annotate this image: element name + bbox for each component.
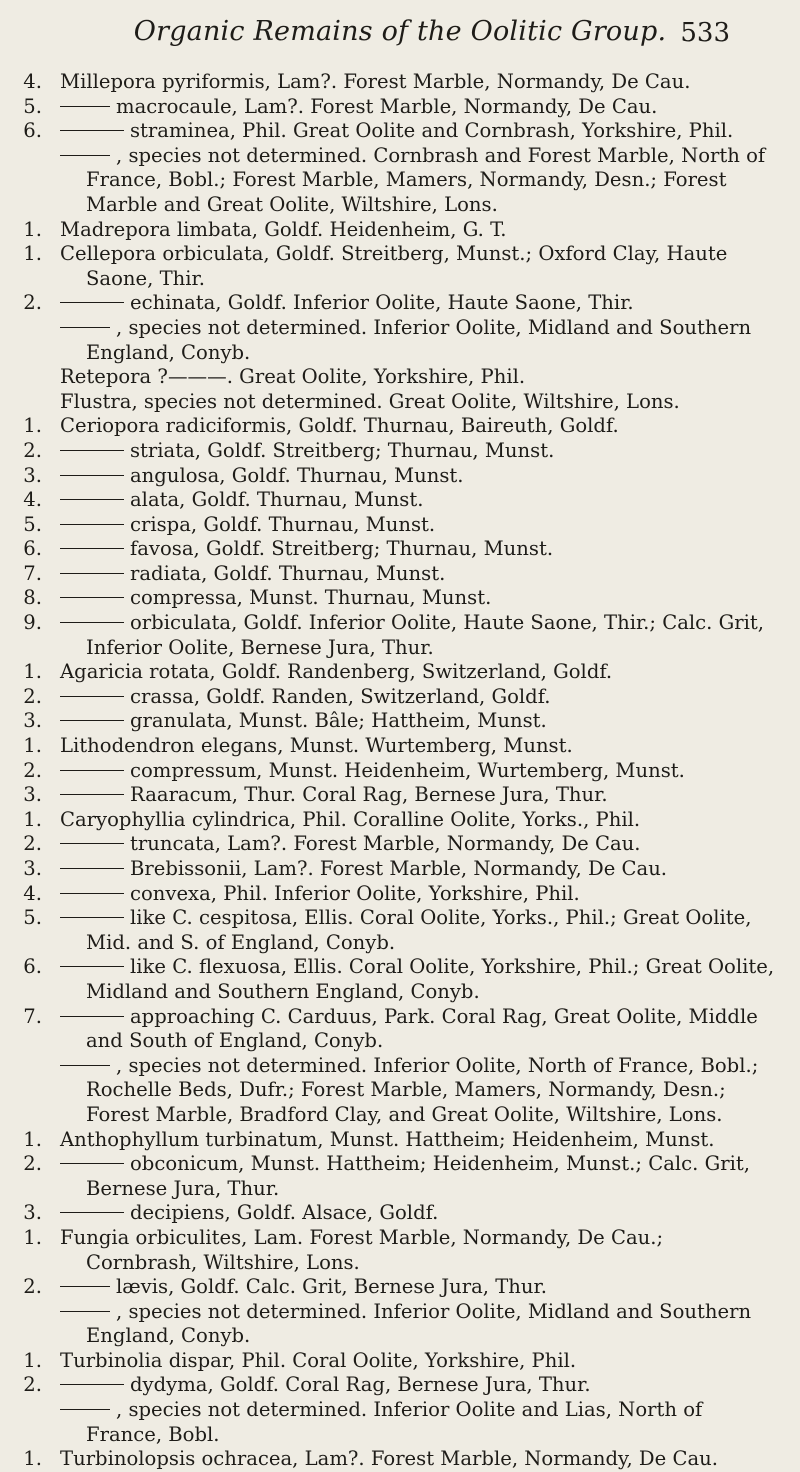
entry-text: , species not determined. Inferior Oolite, Midland and Southern England, Conyb. — [86, 315, 752, 364]
entry-number: 8. — [23, 586, 42, 610]
entry-text-block — [60, 857, 778, 882]
list-item — [0, 316, 800, 365]
list-item — [0, 857, 800, 882]
list-item — [0, 119, 800, 144]
ditto-dash — [60, 106, 110, 107]
entry-text-block — [60, 1300, 778, 1349]
entry-text: orbiculata, Goldf. Inferior Oolite, Haute Saone, Thir.; Calc. Grit, Inferior Oolite, Bernese Jura, Thur. — [86, 611, 764, 659]
list-item — [0, 882, 800, 907]
entry-text-block — [60, 1275, 778, 1300]
list-item — [0, 808, 800, 833]
ditto-dash — [60, 794, 124, 795]
entry-number: 2. — [23, 758, 42, 782]
entry-number: 1. — [23, 1127, 42, 1151]
list-item — [0, 1398, 800, 1447]
entry-text-block — [60, 709, 778, 734]
ditto-dash — [60, 327, 110, 328]
entry-number: 9. — [23, 611, 42, 635]
list-item — [0, 1054, 800, 1128]
entry-number: 2. — [23, 832, 42, 856]
entry-text: truncata, Lam?. Forest Marble, Normandy, De Cau. — [130, 832, 641, 856]
entry-text-block — [60, 1152, 778, 1201]
list-item — [0, 660, 800, 685]
entry-number: 4. — [23, 70, 42, 93]
list-item — [0, 562, 800, 587]
species-list — [0, 70, 800, 1472]
list-item — [0, 1128, 800, 1153]
ditto-dash — [60, 155, 110, 156]
entry-text-block — [60, 70, 778, 95]
ditto-dash — [60, 1016, 124, 1017]
entry-text-block — [60, 1226, 778, 1275]
entry-text-block — [60, 1447, 778, 1472]
entry-text-block — [60, 119, 778, 144]
entry-text-block — [60, 537, 778, 562]
entry-number: 4. — [23, 881, 42, 905]
ditto-dash — [60, 1163, 124, 1164]
entry-text-block — [60, 464, 778, 489]
ditto-dash — [60, 1286, 110, 1287]
entry-number: 2. — [23, 1373, 42, 1397]
list-item — [0, 611, 800, 660]
entry-text-block — [60, 1398, 778, 1447]
entry-number: 7. — [23, 561, 42, 585]
entry-number: 1. — [23, 1348, 42, 1372]
ditto-dash — [60, 524, 124, 525]
ditto-dash — [60, 302, 124, 303]
entry-text-block — [60, 660, 778, 685]
entry-number: 3. — [23, 783, 42, 807]
entry-text: angulosa, Goldf. Thurnau, Munst. — [130, 463, 464, 487]
entry-number: 6. — [23, 955, 42, 979]
list-item — [0, 759, 800, 784]
page-number: 533 — [680, 18, 730, 48]
list-item — [0, 906, 800, 955]
entry-text: granulata, Munst. Bâle; Hattheim, Munst. — [130, 709, 547, 733]
entry-number: 3. — [23, 857, 42, 880]
list-item — [0, 1300, 800, 1349]
list-item — [0, 1349, 800, 1374]
entry-text-block — [60, 1128, 778, 1153]
entry-text: alata, Goldf. Thurnau, Munst. — [130, 488, 424, 512]
entry-text-block — [60, 783, 778, 808]
entry-text: Millepora pyriformis, Lam?. Forest Marble, Normandy, De Cau. — [60, 70, 691, 93]
list-item — [0, 95, 800, 120]
entry-text: Turbinolopsis ochracea, Lam?. Forest Marble, Normandy, De Cau. — [60, 1447, 718, 1471]
list-item — [0, 734, 800, 759]
entry-number: 1. — [23, 242, 42, 266]
entry-number: 3. — [23, 463, 42, 487]
entry-text-block — [60, 611, 778, 660]
list-item — [0, 365, 800, 390]
ditto-dash — [60, 696, 124, 697]
entry-number: 4. — [23, 488, 42, 512]
entry-text: , species not determined. Cornbrash and Forest Marble, North of France, Bobl.; Forest Marble, Mamers, Normandy, Desn.; Forest Marble and Great Oolite, Wiltshire, Lons. — [86, 143, 766, 216]
entry-text-block — [60, 242, 778, 291]
entry-text-block — [60, 144, 778, 218]
ditto-dash — [60, 966, 124, 967]
ditto-dash — [60, 450, 124, 451]
ditto-dash — [60, 475, 124, 476]
entry-text: Lithodendron elegans, Munst. Wurtemberg, Munst. — [60, 734, 573, 758]
entry-text: Turbinolia dispar, Phil. Coral Oolite, Yorkshire, Phil. — [60, 1348, 577, 1372]
list-item — [0, 537, 800, 562]
entry-number: 2. — [23, 291, 42, 315]
entry-text: Raaracum, Thur. Coral Rag, Bernese Jura, Thur. — [130, 783, 608, 807]
list-item — [0, 390, 800, 415]
entry-number: 1. — [23, 807, 42, 831]
entry-number: 7. — [23, 1004, 42, 1028]
entry-number: 6. — [23, 537, 42, 561]
list-item — [0, 709, 800, 734]
entry-text: like C. cespitosa, Ellis. Coral Oolite, Yorks., Phil.; Great Oolite, Mid. and S. of England, Conyb. — [86, 906, 752, 954]
entry-number: 3. — [23, 709, 42, 733]
entry-text-block — [60, 906, 778, 955]
ditto-dash — [60, 1384, 124, 1385]
entry-text: Brebissonii, Lam?. Forest Marble, Normandy, De Cau. — [130, 857, 668, 880]
entry-text: like C. flexuosa, Ellis. Coral Oolite, Yorkshire, Phil.; Great Oolite, Midland and Southern England, Conyb. — [86, 955, 775, 1003]
entry-text: straminea, Phil. Great Oolite and Cornbrash, Yorkshire, Phil. — [130, 119, 734, 143]
entry-number: 1. — [23, 1447, 42, 1471]
entry-text: echinata, Goldf. Inferior Oolite, Haute Saone, Thir. — [130, 291, 634, 315]
ditto-dash — [60, 868, 124, 869]
ditto-dash — [60, 548, 124, 549]
list-item — [0, 414, 800, 439]
entry-text-block — [60, 513, 778, 538]
entry-number: 1. — [23, 217, 42, 241]
ditto-dash — [60, 770, 124, 771]
entry-text-block — [60, 759, 778, 784]
list-item — [0, 955, 800, 1004]
entry-text-block — [60, 1201, 778, 1226]
entry-text-block — [60, 586, 778, 611]
entry-text: Flustra, species not determined. Great Oolite, Wiltshire, Lons. — [60, 389, 680, 413]
entry-number: 1. — [23, 1225, 42, 1249]
entry-text-block — [60, 1054, 778, 1128]
list-item — [0, 1005, 800, 1054]
list-item — [0, 513, 800, 538]
ditto-dash — [60, 499, 124, 500]
entry-number: 6. — [23, 119, 42, 143]
ditto-dash — [60, 1409, 110, 1410]
entry-number: 1. — [23, 660, 42, 684]
entry-number: 3. — [23, 1201, 42, 1225]
entry-text-block — [60, 316, 778, 365]
list-item — [0, 464, 800, 489]
entry-text: Anthophyllum turbinatum, Munst. Hattheim; Heidenheim, Munst. — [60, 1127, 715, 1151]
entry-number: 2. — [23, 438, 42, 462]
entry-text: striata, Goldf. Streitberg; Thurnau, Munst. — [130, 438, 555, 462]
list-item — [0, 242, 800, 291]
entry-text: lævis, Goldf. Calc. Grit, Bernese Jura, Thur. — [116, 1275, 547, 1299]
list-item — [0, 1275, 800, 1300]
entry-number: 2. — [23, 1152, 42, 1176]
list-item — [0, 144, 800, 218]
entry-text-block — [60, 562, 778, 587]
entry-text: macrocaule, Lam?. Forest Marble, Normandy, De Cau. — [116, 94, 658, 118]
entry-text: , species not determined. Inferior Oolite, North of France, Bobl.; Rochelle Beds, Dufr.; Forest Marble, Mamers, Normandy, Desn.; Forest Marble, Bradford Clay, and Great Oolite, Wiltshire, Lons. — [86, 1053, 759, 1126]
ditto-dash — [60, 1065, 110, 1066]
entry-text: , species not determined. Inferior Oolite and Lias, North of France, Bobl. — [86, 1398, 703, 1446]
running-title: Organic Remains of the Oolitic Group. — [133, 16, 667, 47]
entry-number: 2. — [23, 1275, 42, 1299]
entry-text: obconicum, Munst. Hattheim; Heidenheim, Munst.; Calc. Grit, Bernese Jura, Thur. — [86, 1152, 750, 1200]
entry-text: compressum, Munst. Heidenheim, Wurtemberg, Munst. — [130, 758, 685, 782]
entry-text-block — [60, 439, 778, 464]
entry-text: Ceriopora radiciformis, Goldf. Thurnau, Baireuth, Goldf. — [60, 414, 619, 438]
entry-text: dydyma, Goldf. Coral Rag, Bernese Jura, Thur. — [130, 1373, 591, 1397]
entry-text-block — [60, 1349, 778, 1374]
list-item — [0, 1201, 800, 1226]
ditto-dash — [60, 1212, 124, 1213]
ditto-dash — [60, 720, 124, 721]
list-item — [0, 1373, 800, 1398]
ditto-dash — [60, 622, 124, 623]
entry-text: approaching C. Carduus, Park. Coral Rag, Great Oolite, Middle and South of England, Conyb. — [86, 1004, 758, 1053]
list-item — [0, 218, 800, 243]
entry-text-block — [60, 685, 778, 710]
list-item — [0, 1447, 800, 1472]
entry-number: 5. — [23, 94, 42, 118]
list-item — [0, 832, 800, 857]
list-item — [0, 488, 800, 513]
entry-text-block — [60, 955, 778, 1004]
entry-text-block — [60, 808, 778, 833]
list-item — [0, 1226, 800, 1275]
entry-text-block — [60, 734, 778, 759]
entry-text-block — [60, 291, 778, 316]
entry-number: 1. — [23, 734, 42, 758]
entry-text: favosa, Goldf. Streitberg; Thurnau, Munst. — [130, 537, 554, 561]
entry-text: , species not determined. Inferior Oolite, Midland and Southern England, Conyb. — [86, 1299, 752, 1348]
ditto-dash — [60, 843, 124, 844]
list-item — [0, 291, 800, 316]
entry-text: Retepora ?———. Great Oolite, Yorkshire, Phil. — [60, 365, 526, 389]
entry-text: radiata, Goldf. Thurnau, Munst. — [130, 561, 446, 585]
list-item — [0, 70, 800, 95]
entry-text: Madrepora limbata, Goldf. Heidenheim, G. T. — [60, 217, 507, 241]
entry-text-block — [60, 365, 778, 390]
ditto-dash — [60, 1311, 110, 1312]
entry-number: 1. — [23, 414, 42, 438]
entry-number: 5. — [23, 906, 42, 930]
page-header — [0, 14, 800, 54]
entry-number: 5. — [23, 512, 42, 536]
list-item — [0, 1152, 800, 1201]
entry-text-block — [60, 414, 778, 439]
ditto-dash — [60, 917, 124, 918]
entry-text: Caryophyllia cylindrica, Phil. Coralline Oolite, Yorks., Phil. — [60, 807, 641, 831]
entry-text-block — [60, 882, 778, 907]
entry-text-block — [60, 1373, 778, 1398]
list-item — [0, 586, 800, 611]
ditto-dash — [60, 130, 124, 131]
entry-text: Cellepora orbiculata, Goldf. Streitberg, Munst.; Oxford Clay, Haute Saone, Thir. — [60, 242, 728, 290]
list-item — [0, 439, 800, 464]
entry-text: Fungia orbiculites, Lam. Forest Marble, Normandy, De Cau.; Cornbrash, Wiltshire, Lons. — [60, 1225, 664, 1274]
entry-text-block — [60, 218, 778, 243]
entry-text-block — [60, 390, 778, 415]
ditto-dash — [60, 597, 124, 598]
entry-text: Agaricia rotata, Goldf. Randenberg, Switzerland, Goldf. — [60, 660, 613, 684]
entry-text-block — [60, 1005, 778, 1054]
entry-text-block — [60, 832, 778, 857]
entry-text: crispa, Goldf. Thurnau, Munst. — [130, 512, 436, 536]
entry-text: compressa, Munst. Thurnau, Munst. — [130, 586, 492, 610]
list-item — [0, 685, 800, 710]
ditto-dash — [60, 893, 124, 894]
list-item — [0, 783, 800, 808]
entry-text: decipiens, Goldf. Alsace, Goldf. — [130, 1201, 439, 1225]
entry-number: 2. — [23, 684, 42, 708]
ditto-dash — [60, 573, 124, 574]
entry-text: crassa, Goldf. Randen, Switzerland, Goldf. — [130, 684, 551, 708]
entry-text-block — [60, 488, 778, 513]
entry-text-block — [60, 95, 778, 120]
entry-text: convexa, Phil. Inferior Oolite, Yorkshire, Phil. — [130, 881, 580, 905]
